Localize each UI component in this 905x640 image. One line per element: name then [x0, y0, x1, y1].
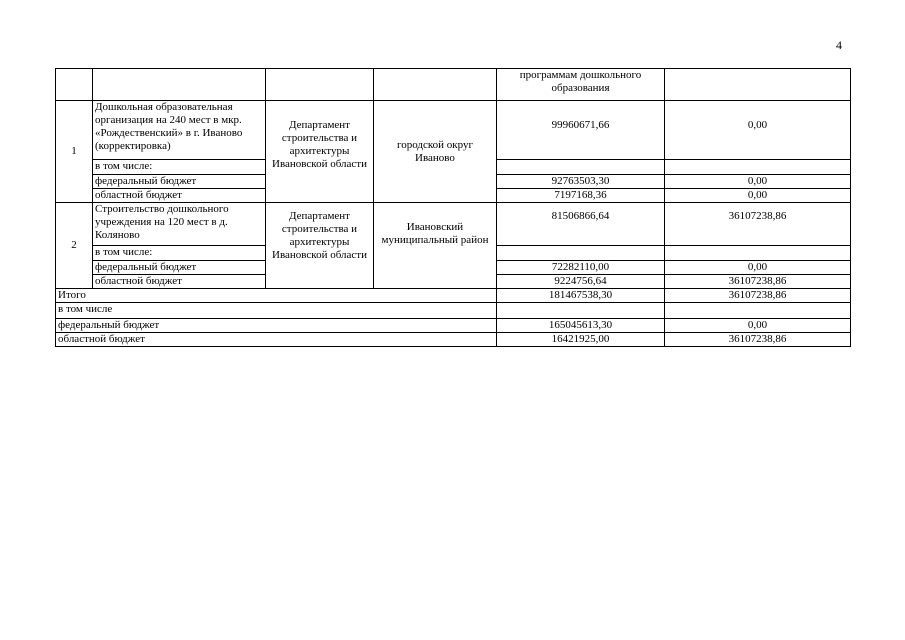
summary-federal-a: 165045613,30 [497, 319, 665, 333]
regional-label: областной бюджет [93, 275, 266, 289]
project-total-b: 36107238,86 [665, 203, 851, 246]
table-cell [665, 303, 851, 319]
table-row [56, 101, 851, 160]
incl-label: в том числе: [93, 246, 266, 261]
summary-federal-label: федеральный бюджет [56, 319, 497, 333]
table-row [56, 203, 851, 246]
federal-b: 0,00 [665, 175, 851, 189]
project-department: Департамент строительства и архитектуры Ивановской области [266, 101, 374, 203]
table-cell [665, 246, 851, 261]
summary-regional-b: 36107238,86 [665, 333, 851, 347]
regional-a: 9224756,64 [497, 275, 665, 289]
table-cell [93, 69, 266, 101]
table-cell [497, 246, 665, 261]
project-department: Департамент строительства и архитектуры Ивановской области [266, 203, 374, 289]
federal-label: федеральный бюджет [93, 261, 266, 275]
page-number: 4 [836, 38, 842, 52]
table-row [56, 303, 851, 319]
regional-b: 36107238,86 [665, 275, 851, 289]
summary-regional-label: областной бюджет [56, 333, 497, 347]
table-cell [374, 69, 497, 101]
summary-total-a: 181467538,30 [497, 289, 665, 303]
table-cell [56, 69, 93, 101]
project-name: Строительство дошкольного учреждения на 120 мест в д. Коляново [93, 203, 266, 246]
program-text-cell: программам дошкольного образования [497, 69, 665, 101]
summary-incl-label: в том числе [56, 303, 497, 319]
federal-a: 92763503,30 [497, 175, 665, 189]
table-cell [497, 160, 665, 175]
project-total-b: 0,00 [665, 101, 851, 160]
project-territory: городской округ Иваново [374, 101, 497, 203]
federal-label: федеральный бюджет [93, 175, 266, 189]
project-number: 2 [56, 203, 93, 289]
project-territory: Ивановский муниципальный район [374, 203, 497, 289]
summary-total-label: Итого [56, 289, 497, 303]
federal-a: 72282110,00 [497, 261, 665, 275]
table-row [56, 333, 851, 347]
incl-label: в том числе: [93, 160, 266, 175]
regional-b: 0,00 [665, 189, 851, 203]
table-row [56, 319, 851, 333]
summary-federal-b: 0,00 [665, 319, 851, 333]
federal-b: 0,00 [665, 261, 851, 275]
table-row [56, 69, 851, 101]
table-cell [266, 69, 374, 101]
summary-regional-a: 16421925,00 [497, 333, 665, 347]
project-total-a: 81506866,64 [497, 203, 665, 246]
table-row [56, 289, 851, 303]
project-total-a: 99960671,66 [497, 101, 665, 160]
project-number: 1 [56, 101, 93, 203]
project-name: Дошкольная образовательная организация на 240 мест в мкр. «Рождественский» в г. Иваново (корректировка) [93, 101, 266, 160]
summary-total-b: 36107238,86 [665, 289, 851, 303]
table-cell [497, 303, 665, 319]
regional-a: 7197168,36 [497, 189, 665, 203]
budget-table [55, 68, 851, 347]
table-cell [665, 69, 851, 101]
table-cell [665, 160, 851, 175]
regional-label: областной бюджет [93, 189, 266, 203]
